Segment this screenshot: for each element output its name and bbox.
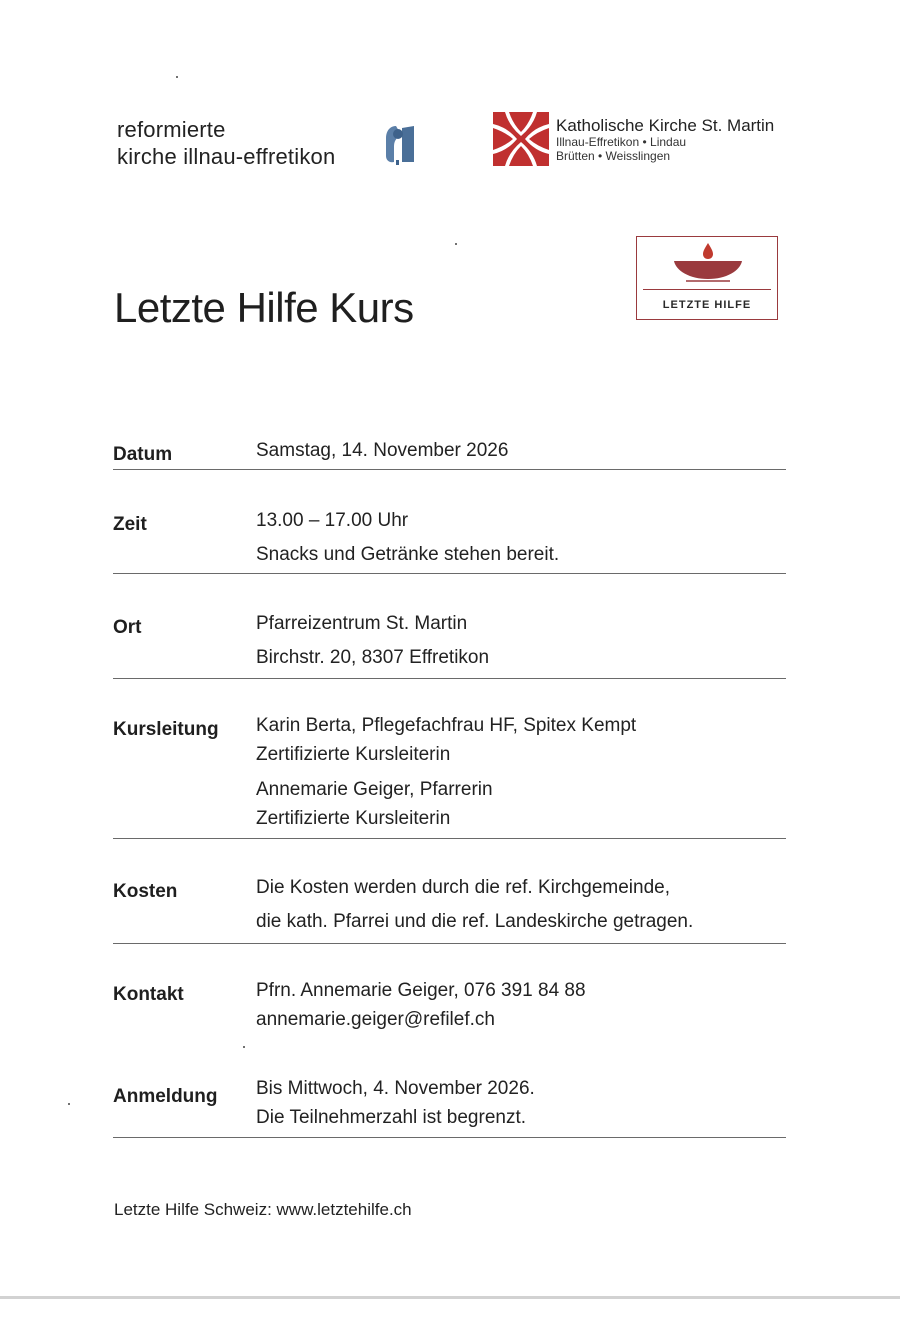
divider: [113, 1137, 786, 1138]
footer-website: Letzte Hilfe Schweiz: www.letztehilfe.ch: [114, 1200, 412, 1219]
detail-value: Pfarreizentrum St. Martin: [256, 613, 468, 634]
scan-speck: [176, 76, 178, 78]
divider: [113, 469, 786, 470]
scan-speck: [243, 1046, 245, 1048]
detail-label: Kosten: [113, 881, 178, 902]
page-edge: [0, 1296, 900, 1299]
catholic-logo-line3: Brütten • Weisslingen: [556, 149, 671, 163]
reformed-logo-line1: reformierte: [117, 117, 226, 142]
catholic-logo-line2: Illnau-Effretikon • Lindau: [556, 135, 687, 149]
reformed-church-logo: [117, 116, 335, 170]
detail-value: Pfrn. Annemarie Geiger, 076 391 84 88: [256, 980, 586, 1001]
detail-value: Annemarie Geiger, Pfarrerin: [256, 779, 493, 800]
divider: [113, 573, 786, 574]
logo-divider: [643, 289, 771, 290]
divider: [113, 678, 786, 679]
scan-speck: [68, 1103, 70, 1105]
catholic-church-logo: [556, 116, 774, 163]
detail-value: Karin Berta, Pflegefachfrau HF, Spitex Kempt: [256, 715, 637, 736]
detail-value: Die Kosten werden durch die ref. Kirchgemeinde,: [256, 877, 671, 898]
divider: [113, 838, 786, 839]
detail-value: Snacks und Getränke stehen bereit.: [256, 544, 560, 565]
detail-label: Zeit: [113, 514, 147, 535]
detail-label: Kontakt: [113, 984, 184, 1005]
detail-value: annemarie.geiger@refilef.ch: [256, 1009, 495, 1030]
detail-value: Bis Mittwoch, 4. November 2026.: [256, 1078, 535, 1099]
detail-label: Datum: [113, 444, 173, 465]
detail-value: Samstag, 14. November 2026: [256, 440, 509, 461]
reformed-church-icon: [380, 122, 418, 166]
reformed-logo-line2: kirche illnau-effretikon: [117, 144, 336, 169]
detail-value: Die Teilnehmerzahl ist begrenzt.: [256, 1107, 527, 1128]
detail-label: Anmeldung: [113, 1086, 218, 1107]
detail-value: Zertifizierte Kursleiterin: [256, 744, 451, 765]
detail-label: Ort: [113, 617, 142, 638]
detail-label: Kursleitung: [113, 719, 219, 740]
page-title: Letzte Hilfe Kurs: [114, 284, 414, 331]
letzte-hilfe-logo: [636, 236, 778, 320]
bowl-drop-icon: [670, 241, 746, 287]
catholic-church-icon: [493, 112, 549, 166]
detail-value: 13.00 – 17.00 Uhr: [256, 510, 409, 531]
divider: [113, 943, 786, 944]
detail-value: Zertifizierte Kursleiterin: [256, 808, 451, 829]
detail-value: die kath. Pfarrei und die ref. Landeskirche getragen.: [256, 911, 694, 932]
letzte-hilfe-label: LETZTE HILFE: [662, 299, 752, 311]
catholic-logo-name: Katholische Kirche St. Martin: [556, 116, 775, 135]
scan-speck: [455, 243, 457, 245]
detail-value: Birchstr. 20, 8307 Effretikon: [256, 647, 490, 668]
